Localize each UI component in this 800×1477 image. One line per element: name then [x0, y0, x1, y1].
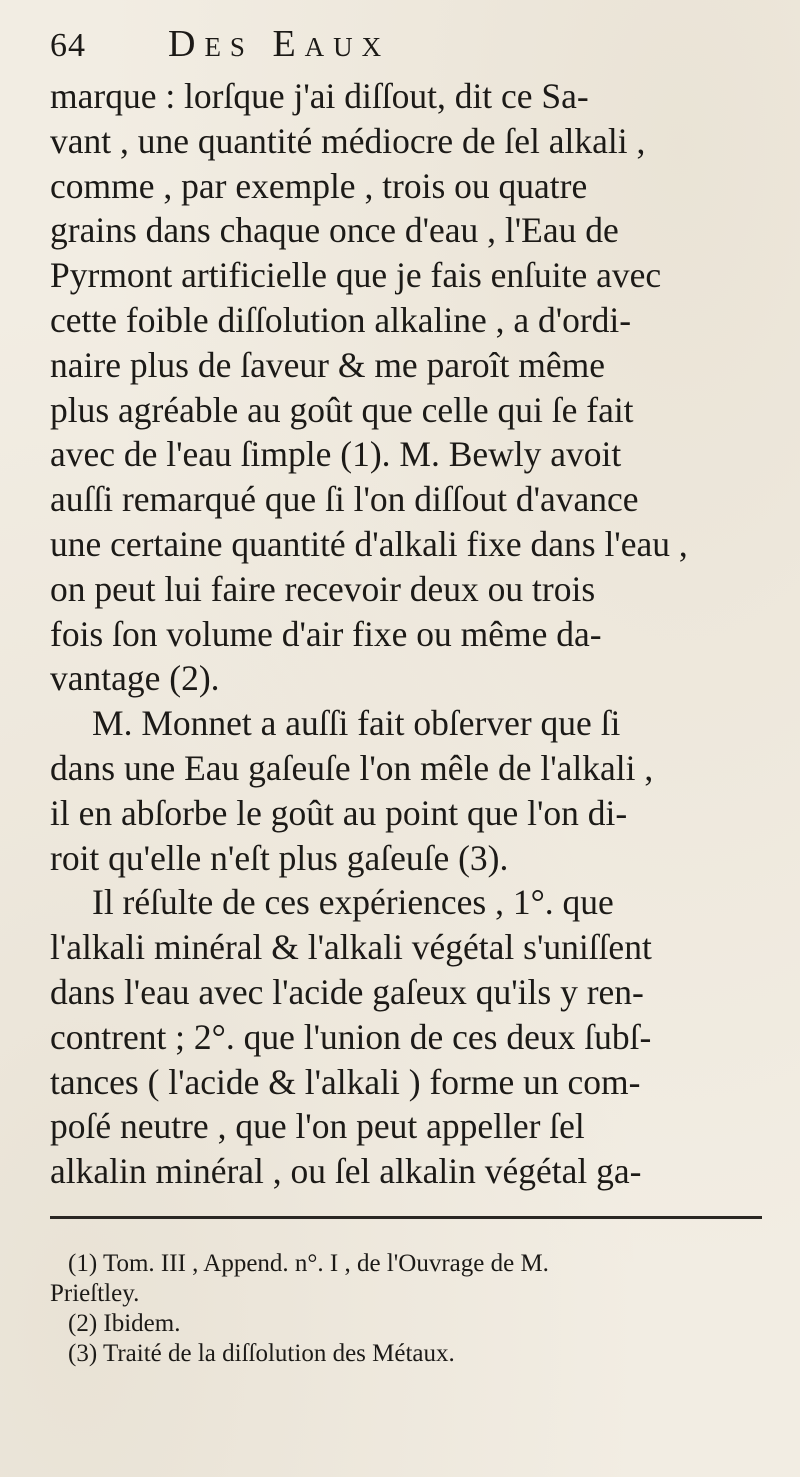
- footnote: (3) Traité de la diſſolution des Métaux.: [68, 1339, 455, 1367]
- footnote-continuation: Prieſtley.: [50, 1279, 140, 1307]
- text-line: contrent ; 2°. que l'union de ces deux ſubſ-: [50, 1016, 652, 1057]
- page-number: 64: [50, 27, 86, 64]
- running-head: [50, 22, 762, 80]
- text-line: une certaine quantité d'alkali fixe dans l'eau ,: [50, 523, 688, 564]
- text-line: plus agréable au goût que celle qui ſe fait: [50, 389, 634, 430]
- text-line: comme , par exemple , trois ou quatre: [50, 165, 588, 206]
- text-line: grains dans chaque once d'eau , l'Eau de: [50, 210, 619, 251]
- text-line: on peut lui faire recevoir deux ou trois: [50, 568, 596, 609]
- text-line: dans l'eau avec l'acide gaſeux qu'ils y ren-: [50, 971, 644, 1012]
- text-line: vantage (2).: [50, 658, 220, 699]
- text-line: roit qu'elle n'eſt plus gaſeuſe (3).: [50, 837, 509, 878]
- text-line: naire plus de ſaveur & me paroît même: [50, 344, 605, 385]
- text-line: tances ( l'acide & l'alkali ) forme un com-: [50, 1061, 641, 1102]
- footnotes: [50, 1249, 762, 1369]
- text-line: alkalin minéral , ou ſel alkalin végétal ga-: [50, 1151, 642, 1192]
- text-line: Pyrmont artificielle que je fais enſuite avec: [50, 255, 662, 296]
- paragraph-start-line: M. Monnet a auſſi fait obſerver que ſi: [92, 703, 621, 744]
- text-line: poſé neutre , que l'on peut appeller ſel: [50, 1106, 585, 1147]
- text-line: cette foible diſſolution alkaline , a d'ordi-: [50, 299, 632, 340]
- text-line: l'alkali minéral & l'alkali végétal s'uniſſent: [50, 927, 652, 968]
- body-text: [50, 74, 762, 1194]
- running-title: Des Eaux: [168, 23, 391, 65]
- footnote-divider: [50, 1216, 762, 1219]
- text-line: marque : lorſque j'ai diſſout, dit ce Sa-: [50, 76, 589, 116]
- text-line: vant , une quantité médiocre de ſel alkali ,: [50, 120, 646, 161]
- footnote: (2) Ibidem.: [68, 1309, 181, 1337]
- text-line: auſſi remarqué que ſi l'on diſſout d'avance: [50, 479, 639, 520]
- text-line: il en abſorbe le goût au point que l'on di-: [50, 792, 628, 833]
- footnote: (1) Tom. III , Append. n°. I , de l'Ouvrage de M.: [68, 1249, 549, 1277]
- text-line: avec de l'eau ſimple (1). M. Bewly avoit: [50, 434, 622, 475]
- text-line: fois ſon volume d'air fixe ou même da-: [50, 613, 602, 654]
- text-line: dans une Eau gaſeuſe l'on mêle de l'alkali ,: [50, 747, 654, 788]
- paragraph-start-line: Il réſulte de ces expériences , 1°. que: [92, 882, 614, 923]
